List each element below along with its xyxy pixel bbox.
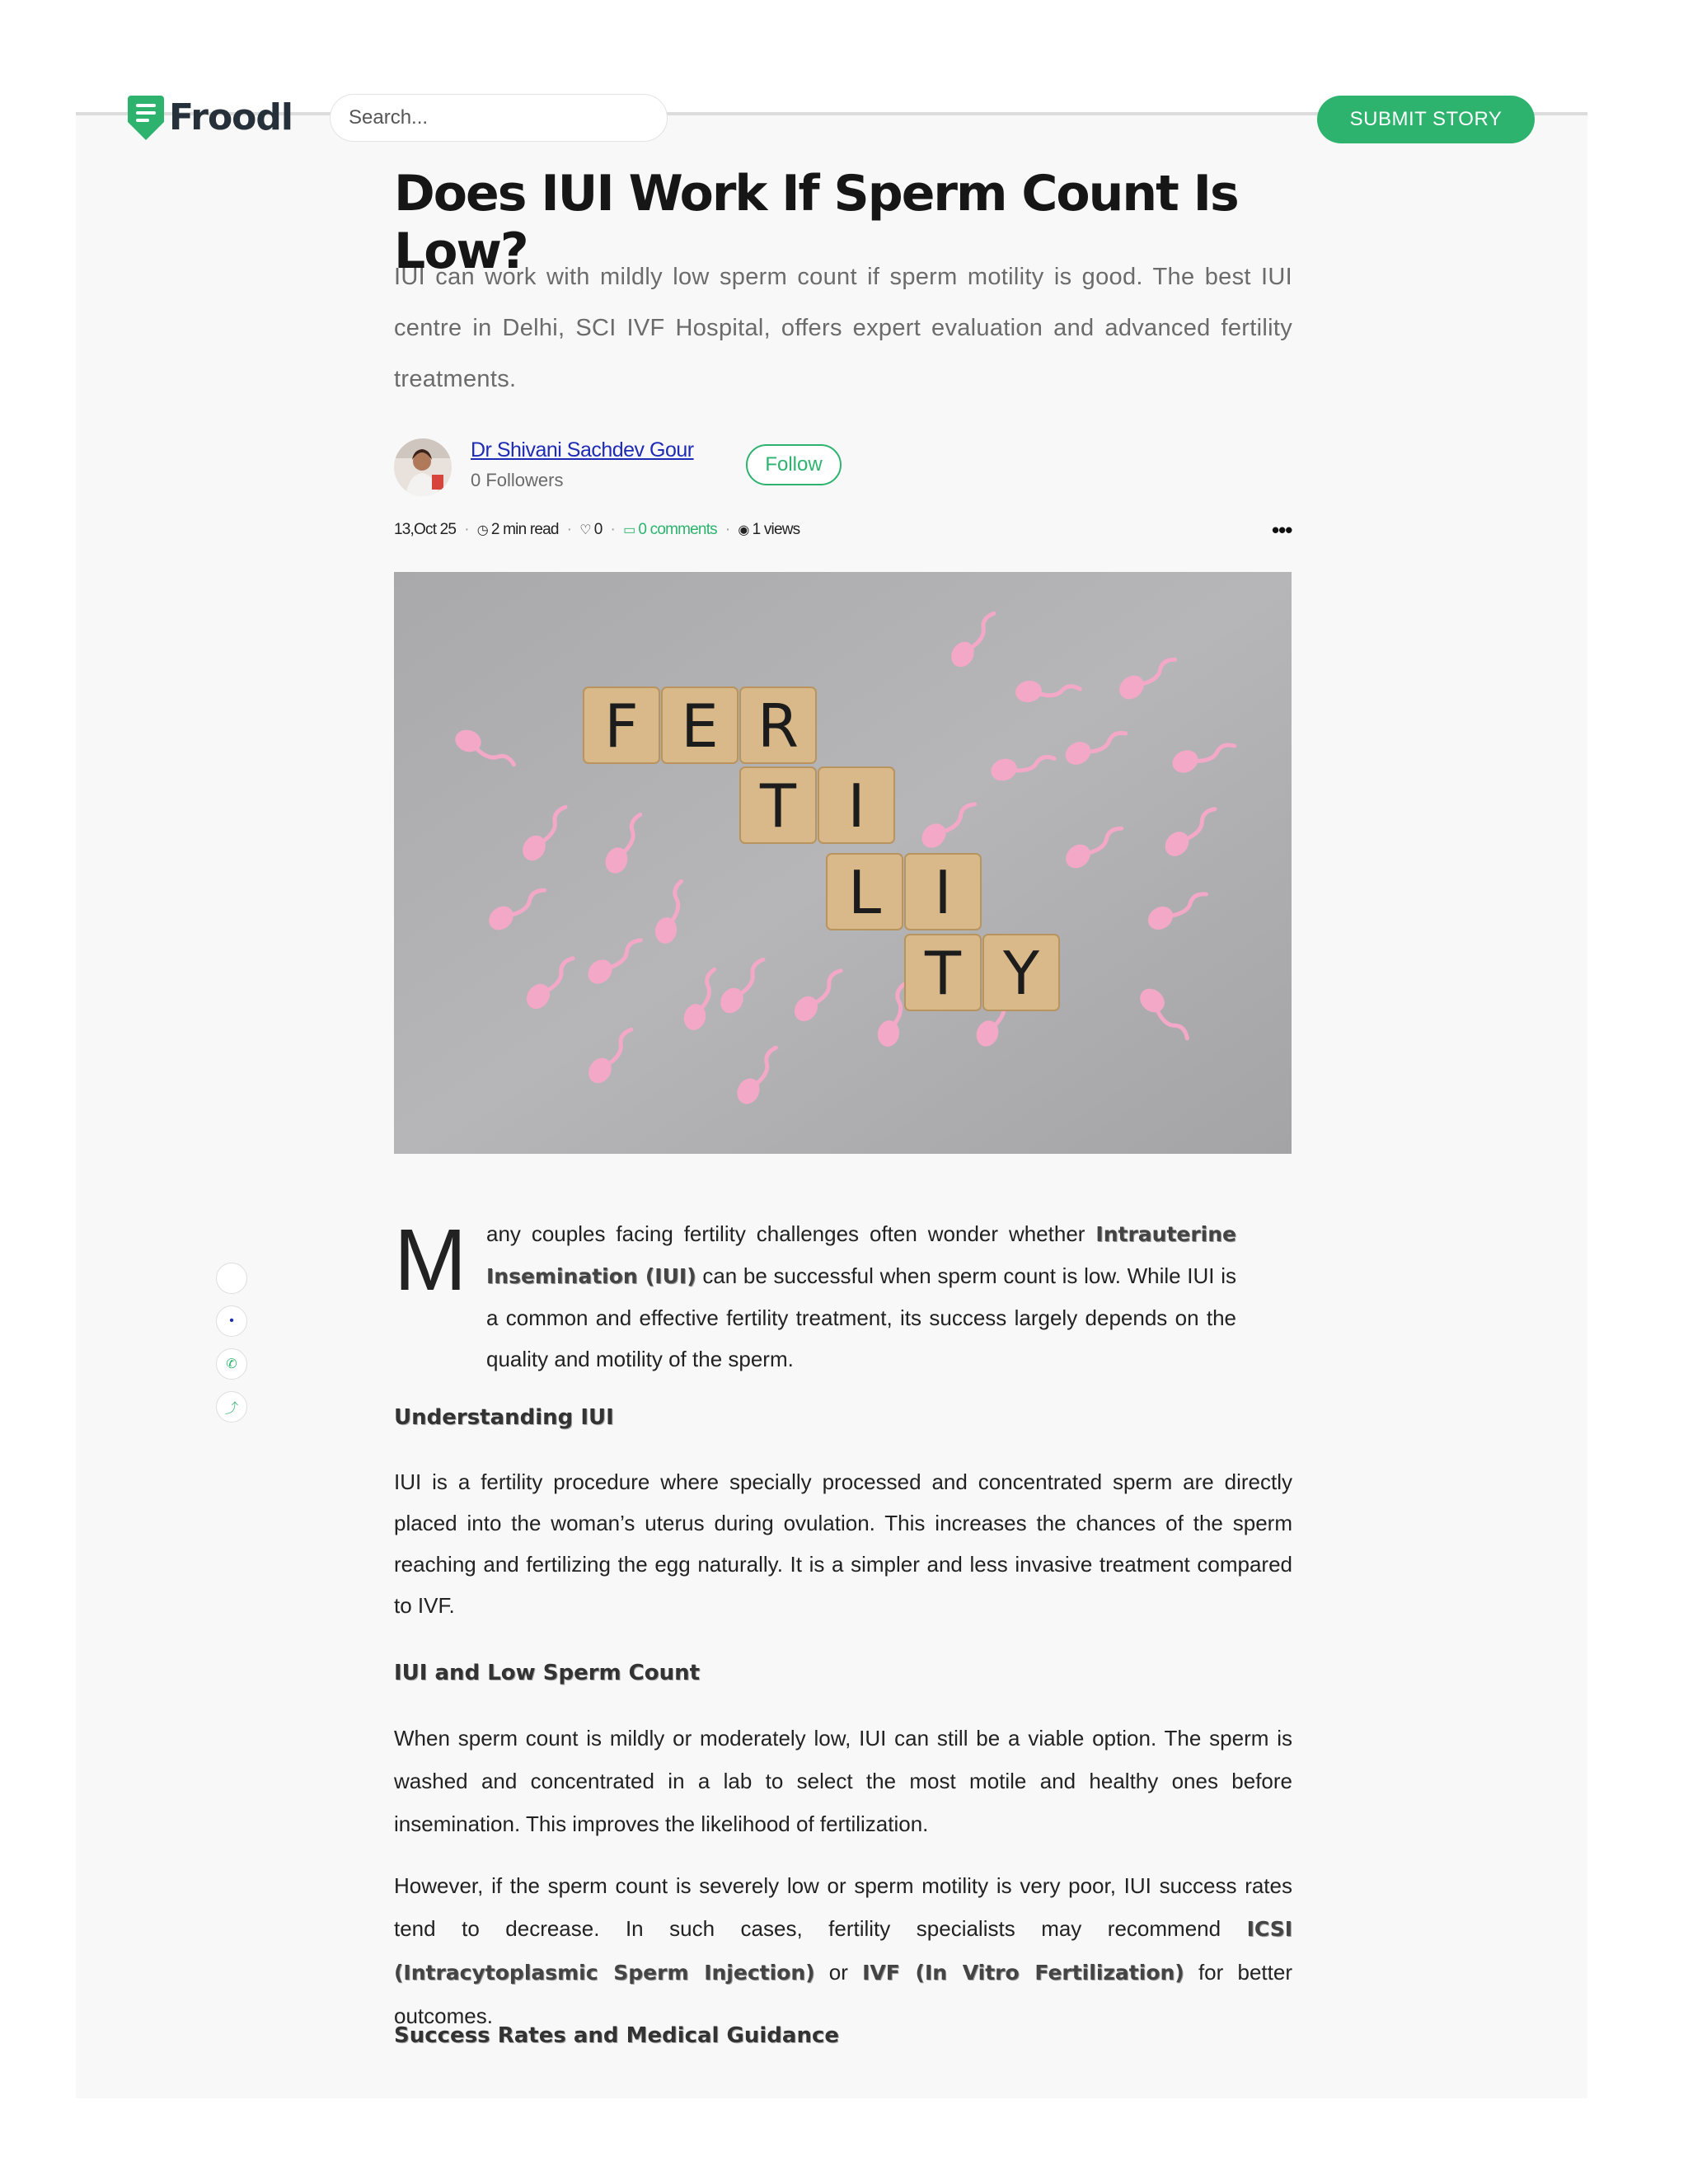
letter-block-label: T [760,771,796,841]
view-count: 1 views [752,521,800,538]
copy-link-icon[interactable]: • [216,1305,247,1337]
share-icon[interactable]: ⤴ [216,1391,247,1422]
comment-icon[interactable]: ▭ [623,523,635,537]
letter-block-label: Y [1003,939,1039,1008]
clock-icon: ◷ [476,523,488,537]
paragraph-understanding: IUI is a fertility procedure where specially processed and concentrated sperm are directly placed into the woman’s uterus during ovulation. This increases the chances of the sperm reaching and fertilizing the egg naturally. It is a simpler and less invasive treatment compared to IVF. [394,1469,1292,1618]
severe-text: However, if the sperm count is severely low or sperm motility is very poor, IUI success rates tend to decrease. In such cases, fertility specialists may recommend [394,1873,1292,1941]
intro-text: any couples facing fertility challenges often wonder whether [486,1221,1096,1246]
heading-understanding-iui: Understanding IUI [394,1405,614,1430]
severe-end: for better outcomes. [394,1960,1292,2028]
letter-block-label: R [757,691,799,761]
dropcap: M [394,1212,467,1309]
meta-separator: · [566,521,572,538]
meta-separator: · [610,521,616,538]
author-name-link[interactable]: Dr Shivani Sachdev Gour [471,438,694,462]
letter-block-label: T [925,939,961,1008]
logo-icon [128,92,164,142]
letter-block-label: L [847,858,882,927]
intro-text-end: can be successful when sperm count is low. While IUI is a common and effective fertility treatment, its success largely depends on the quality and motility of the sperm. [486,1263,1236,1371]
read-time: 2 min read [490,521,559,538]
heading-success-rates: Success Rates and Medical Guidance [394,2023,839,2048]
submit-story-button[interactable]: SUBMIT STORY [1317,96,1535,143]
iui-link[interactable]: Intrauterine Insemination (IUI) [486,1222,1236,1288]
author-avatar[interactable] [394,438,452,496]
paragraph-severe-case [394,1864,1292,2037]
publish-date: 13,Oct 25 [394,521,457,538]
author-followers: 0 Followers [471,470,564,490]
avatar-image [394,438,452,496]
froodl-logo[interactable] [128,92,293,142]
intro-paragraph-lead [486,1213,1236,1380]
logo-text: Froodl [169,96,293,138]
ivf-link[interactable]: IVF (In Vitro Fertilization) [862,1961,1184,1985]
article-title: Does IUI Work If Sperm Count Is Low? [394,165,1238,280]
heart-icon[interactable]: ♡ [579,523,591,537]
heading-low-sperm-count: IUI and Low Sperm Count [394,1661,701,1685]
whatsapp-icon[interactable]: ✆ [216,1348,247,1380]
article-subtitle: IUI can work with mildly low sperm count if sperm motility is good. The best IUI centre in Delhi, SCI IVF Hospital, offers expert evaluation and advanced fertility treatments. [394,264,1292,392]
comments-link[interactable]: 0 comments [638,521,717,538]
hero-image [394,572,1292,1154]
article-meta [394,521,799,539]
letter-block-label: E [681,691,719,761]
icsi-link[interactable]: ICSI (Intracytoplasmic Sperm Injection) [394,1917,1292,1985]
letter-block-label: I [934,858,952,927]
severe-or: or [814,1960,863,1985]
meta-separator: · [724,521,730,538]
meta-separator: · [464,521,469,538]
search-input[interactable] [330,94,668,142]
blank-icon[interactable] [216,1263,247,1294]
paragraph-low-sperm-count: When sperm count is mildly or moderately low, IUI can still be a viable option. The sperm is washed and concentrated in a lab to select the most motile and healthy ones before insemination. This improves the likelihood of fertilization. [394,1726,1292,1836]
follow-button[interactable]: Follow [746,444,842,485]
letter-block-label: F [604,691,639,761]
letter-block-label: I [847,771,865,841]
more-options-icon[interactable]: ••• [1272,518,1292,542]
like-count: 0 [593,521,603,538]
views-icon: ◉ [738,523,749,537]
